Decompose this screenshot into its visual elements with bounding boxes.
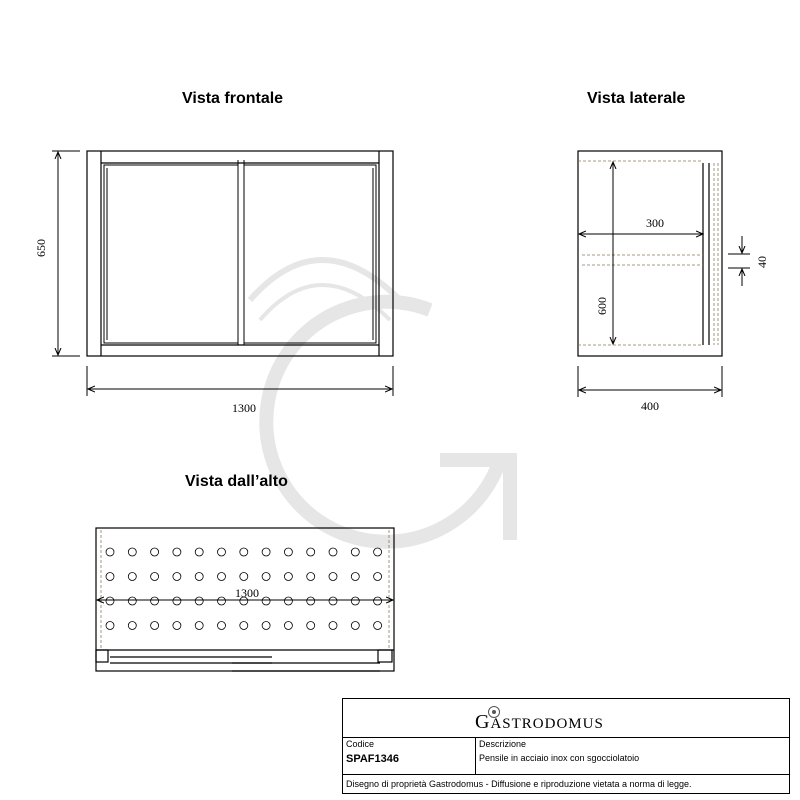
drainer-hole xyxy=(284,622,292,630)
side-inner-lines xyxy=(578,161,718,345)
drainer-hole xyxy=(262,597,270,605)
side-shelf-label: 40 xyxy=(755,256,769,268)
drainer-hole xyxy=(307,597,315,605)
drainer-hole xyxy=(240,622,248,630)
side-shelf-dimension xyxy=(728,236,750,286)
drainer-hole xyxy=(151,573,159,581)
drainer-hole xyxy=(351,548,359,556)
drainer-hole xyxy=(284,573,292,581)
side-cabinet-outline xyxy=(578,151,722,356)
watermark-logo xyxy=(250,260,510,542)
drainer-hole xyxy=(173,622,181,630)
drainer-hole xyxy=(128,597,136,605)
drainer-hole xyxy=(374,597,382,605)
drainer-hole xyxy=(173,597,181,605)
front-cabinet-outline xyxy=(87,151,393,356)
drainer-hole xyxy=(262,573,270,581)
drainer-hole xyxy=(307,622,315,630)
brand-initial: G xyxy=(475,711,491,733)
title-block xyxy=(342,698,790,794)
front-view-title: Vista frontale xyxy=(182,90,284,107)
front-width-label: 1300 xyxy=(232,401,256,415)
side-width-dimension xyxy=(578,366,722,397)
drainer-hole xyxy=(128,573,136,581)
drainer-hole xyxy=(195,597,203,605)
drainer-hole xyxy=(284,597,292,605)
front-width-dimension xyxy=(87,366,393,396)
drainer-hole xyxy=(106,548,114,556)
drainer-hole xyxy=(240,573,248,581)
drainer-hole xyxy=(329,548,337,556)
drainer-hole xyxy=(351,622,359,630)
side-inner-height-label: 600 xyxy=(595,297,609,315)
drainer-hole xyxy=(106,573,114,581)
drainer-hole xyxy=(218,622,226,630)
drainer-hole xyxy=(128,622,136,630)
front-view xyxy=(34,151,393,415)
front-height-label: 650 xyxy=(34,239,48,257)
drainer-hole xyxy=(284,548,292,556)
brand-name: ASTRODOMUS xyxy=(490,716,604,732)
drainer-hole xyxy=(218,597,226,605)
drainer-hole xyxy=(307,573,315,581)
code-value: SPAF1346 xyxy=(346,753,399,765)
drainer-hole xyxy=(307,548,315,556)
drainer-hole xyxy=(329,597,337,605)
brand-logo xyxy=(475,711,604,734)
drainer-hole xyxy=(151,622,159,630)
drainer-hole xyxy=(195,548,203,556)
drainer-hole xyxy=(128,548,136,556)
side-inner-width-label: 300 xyxy=(646,216,664,230)
side-width-label: 400 xyxy=(641,399,659,413)
drainer-hole xyxy=(240,548,248,556)
title-block-divider-2 xyxy=(343,774,789,775)
drainer-hole xyxy=(329,622,337,630)
title-block-divider-1 xyxy=(343,737,789,738)
ownership-footer: Disegno di proprietà Gastrodomus - Diffusione e riproduzione vietata a norma di legge. xyxy=(346,779,692,789)
drainer-hole xyxy=(151,548,159,556)
drainer-hole xyxy=(262,548,270,556)
side-view xyxy=(578,151,769,413)
drainer-hole xyxy=(106,597,114,605)
front-height-dimension xyxy=(52,151,80,356)
drainer-hole xyxy=(173,548,181,556)
drainer-hole xyxy=(218,573,226,581)
side-view-title: Vista laterale xyxy=(587,90,686,107)
code-label: Codice xyxy=(346,739,375,749)
drainer-hole xyxy=(195,573,203,581)
drainer-hole xyxy=(262,622,270,630)
title-block-vertical-divider xyxy=(475,737,476,774)
top-view-title: Vista dall’alto xyxy=(185,473,288,490)
top-width-label: 1300 xyxy=(235,586,259,600)
drainer-hole xyxy=(351,573,359,581)
drainer-hole xyxy=(106,622,114,630)
drainer-hole xyxy=(329,573,337,581)
drainer-hole xyxy=(374,573,382,581)
drainer-hole xyxy=(374,622,382,630)
top-view xyxy=(96,528,394,671)
drainer-hole xyxy=(151,597,159,605)
drainer-hole xyxy=(351,597,359,605)
description-value: Pensile in acciaio inox con sgocciolatoio xyxy=(479,753,640,763)
drainer-hole xyxy=(374,548,382,556)
drainer-hole xyxy=(218,548,226,556)
drainer-hole xyxy=(195,622,203,630)
description-label: Descrizione xyxy=(479,739,527,749)
drainer-hole xyxy=(173,573,181,581)
